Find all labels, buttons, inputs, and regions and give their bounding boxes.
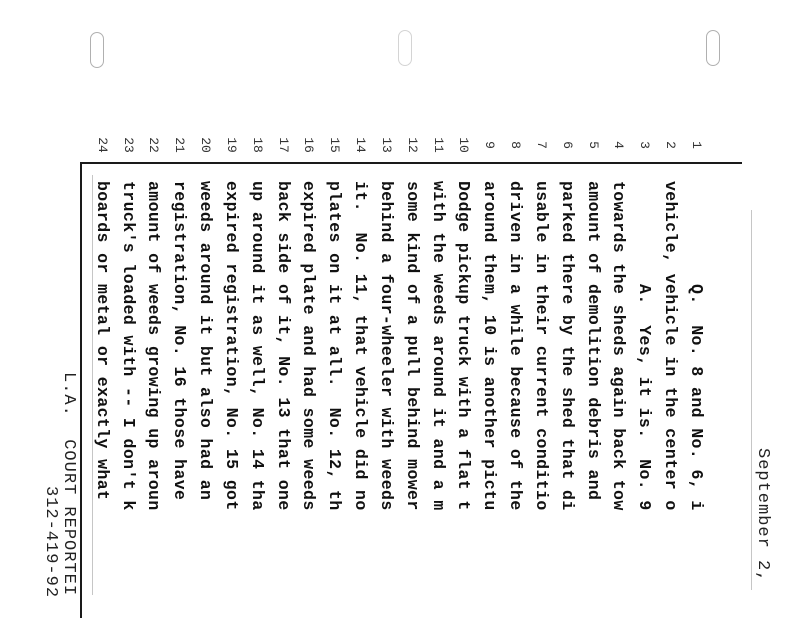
frame-left-border (80, 162, 82, 618)
transcript-line: amount of demolition debris and (584, 181, 603, 501)
line-number: 22 (146, 137, 161, 153)
bleed-through-line (751, 210, 752, 590)
line-number: 8 (508, 141, 523, 149)
line-number: 13 (379, 137, 394, 153)
punch-hole-left (90, 32, 104, 68)
line-number: 16 (301, 137, 316, 153)
line-number: 18 (250, 137, 265, 153)
transcript-line: around them, 10 is another pictu (480, 181, 499, 511)
line-number: 23 (121, 137, 136, 153)
line-number: 11 (431, 137, 446, 153)
transcript-line: boards or metal or exactly what (93, 181, 112, 501)
transcript-line: it. No. 11, that vehicle did no (351, 181, 370, 511)
transcript-line: plates on it at all. No. 12, th (325, 181, 344, 511)
line-number: 1 (689, 141, 704, 149)
transcript-line: towards the sheds again back tow (609, 181, 628, 511)
transcript-line: Dodge pickup truck with a flat t (454, 181, 473, 511)
transcript-line: behind a four-wheeler with weeds (377, 181, 396, 511)
punch-hole-right (706, 30, 720, 66)
line-number: 6 (560, 141, 575, 149)
transcript-line: usable in their current conditio (532, 181, 551, 511)
transcript-line: truck's loaded with -- I don't k (119, 181, 138, 511)
transcript-line: amount of weeds growing up aroun (144, 181, 163, 511)
line-number: 15 (327, 137, 342, 153)
footer-reporter-name: L.A. COURT REPORTEI (59, 372, 78, 597)
transcript-line: some kind of a pull behind mower (403, 181, 422, 511)
line-number: 17 (276, 137, 291, 153)
line-number: 10 (456, 137, 471, 153)
frame-top-border (80, 162, 742, 164)
transcript-line: driven in a while because of the (506, 181, 525, 511)
line-number: 7 (534, 141, 549, 149)
line-number: 20 (198, 137, 213, 153)
transcript-line: expired registration, No. 15 got (222, 181, 241, 511)
line-number: 3 (637, 141, 652, 149)
line-number: 4 (611, 141, 626, 149)
header-date: September 2, (753, 448, 772, 594)
transcript-line: up around it as well, No. 14 tha (248, 181, 267, 511)
line-number: 14 (353, 137, 368, 153)
line-number: 12 (405, 137, 420, 153)
line-number: 21 (172, 137, 187, 153)
transcript-line: weeds around it but also had an (196, 181, 215, 501)
line-number: 19 (224, 137, 239, 153)
punch-hole-center (398, 30, 412, 66)
transcript-line: expired plate and had some weeds (299, 181, 318, 511)
transcript-line: parked there by the shed that di (558, 181, 577, 511)
line-number: 5 (586, 141, 601, 149)
transcript-line: with the weeds around it and a m (429, 181, 448, 511)
line-number: 9 (482, 141, 497, 149)
transcript-line: vehicle, vehicle in the center o (661, 181, 680, 511)
line-number: 24 (95, 137, 110, 153)
line-number: 2 (663, 141, 678, 149)
footer-reporter-phone: 312-419-92 (41, 486, 60, 599)
transcript-line: Q. No. 8 and No. 6, i (687, 181, 706, 511)
transcript-line: back side of it, No. 13 that one (274, 181, 293, 511)
transcript-line: registration, No. 16 those have (170, 181, 189, 501)
transcript-line: A. Yes, it is. No. 9 (635, 181, 654, 511)
